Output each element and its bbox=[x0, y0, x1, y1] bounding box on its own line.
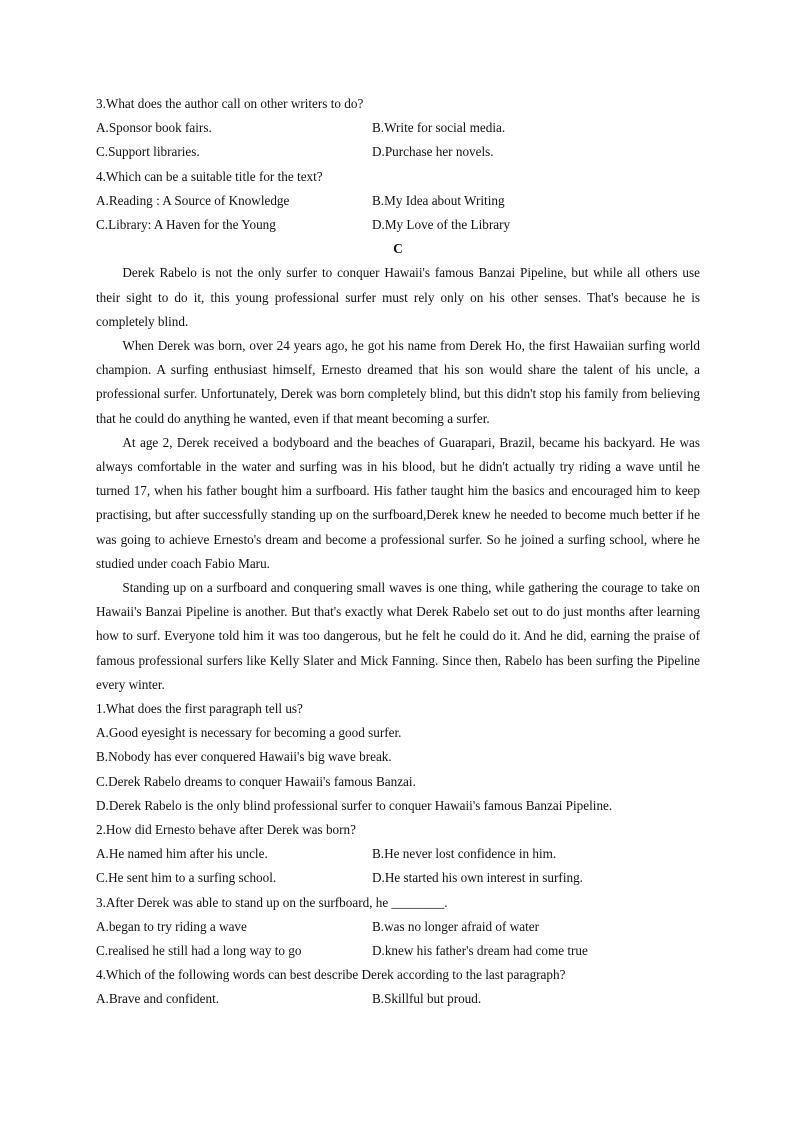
question-stem: 3.What does the author call on other writers to do? bbox=[96, 96, 364, 111]
option-b: B.He never lost confidence in him. bbox=[372, 846, 557, 862]
question-stem: 3.After Derek was able to stand up on the surfboard, he ________. bbox=[96, 894, 448, 910]
option-c: C.Support libraries. bbox=[96, 144, 200, 160]
option-a: A.Reading : A Source of Knowledge bbox=[96, 192, 290, 208]
option-b: B.Skillful but proud. bbox=[372, 991, 482, 1007]
option-d: D.My Love of the Library bbox=[372, 216, 511, 232]
question-stem: 2.How did Ernesto behave after Derek was born? bbox=[96, 822, 356, 838]
page-content bbox=[96, 92, 700, 1012]
option-a: A.He named him after his uncle. bbox=[96, 846, 268, 862]
option-c: C.Library: A Haven for the Young bbox=[96, 216, 276, 232]
option-c: C.Derek Rabelo dreams to conquer Hawaii's famous Banzai. bbox=[96, 773, 416, 789]
option-d: D.knew his father's dream had come true bbox=[372, 942, 588, 958]
option-b: B.Nobody has ever conquered Hawaii's big wave break. bbox=[96, 749, 392, 765]
option-a: A.Brave and confident. bbox=[96, 991, 220, 1007]
options-row bbox=[96, 116, 700, 140]
options-row bbox=[96, 987, 700, 1011]
question-stem: 1.What does the first paragraph tell us? bbox=[96, 701, 303, 716]
option-b: B.My Idea about Writing bbox=[372, 192, 505, 208]
option-d: D.Purchase her novels. bbox=[372, 144, 494, 160]
option-b: B.was no longer afraid of water bbox=[372, 918, 539, 934]
passage-paragraph: Derek Rabelo is not the only surfer to conquer Hawaii's famous Banzai Pipeline, but while all others use their sight to do it, this young professional surfer must rely only on his other senses. That's because he is completely blind. bbox=[96, 265, 700, 329]
passage-paragraph: At age 2, Derek received a bodyboard and the beaches of Guarapari, Brazil, became his backyard. He was always comfortable in the water and surfing was in his blood, but he didn't actually try riding a wave until he turned 17, when his father bought him a surfboard. His father taught him the basics and encouraged him to keep practising, but after successfully standing up on the surfboard,Derek knew he needed to become much better if he was going to achieve Ernesto's dream and become a professional surfer. So he joined a surfing school, where he studied under coach Fabio Maru. bbox=[96, 434, 700, 571]
options-row bbox=[96, 140, 700, 164]
passage-paragraph: When Derek was born, over 24 years ago, he got his name from Derek Ho, the first Hawaiian surfing world champion. A surfing enthusiast himself, Ernesto dreamed that his son would share the talent of his uncle, a professional surfer. Unfortunately, Derek was born completely blind, but this didn't stop his family from believing that he could do anything he wanted, even if that meant becoming a surfer. bbox=[96, 337, 700, 426]
section-heading: C bbox=[393, 241, 403, 257]
options-row bbox=[96, 866, 700, 890]
options-row bbox=[96, 842, 700, 866]
options-row bbox=[96, 189, 700, 213]
options-row bbox=[96, 915, 700, 939]
option-c: C.realised he still had a long way to go bbox=[96, 942, 302, 958]
option-b: B.Write for social media. bbox=[372, 120, 506, 136]
option-a: A.began to try riding a wave bbox=[96, 918, 247, 934]
options-row bbox=[96, 213, 700, 237]
option-d: D.Derek Rabelo is the only blind professional surfer to conquer Hawaii's famous Banzai Pipeline. bbox=[96, 797, 613, 813]
passage-paragraph: Standing up on a surfboard and conquering small waves is one thing, while gathering the courage to take on Hawaii's Banzai Pipeline is another. But that's exactly what Derek Rabelo set out to do just months after learning how to surf. Everyone told him it was too dangerous, but he felt he could do it. And he did, earning the praise of famous professional surfers like Kelly Slater and Mick Fanning. Since then, Rabelo has been surfing the Pipeline every winter. bbox=[96, 579, 700, 692]
options-row bbox=[96, 939, 700, 963]
question-stem: 4.Which of the following words can best describe Derek according to the last paragraph? bbox=[96, 967, 566, 983]
question-stem: 4.Which can be a suitable title for the text? bbox=[96, 168, 323, 184]
option-a: A.Sponsor book fairs. bbox=[96, 120, 212, 136]
option-d: D.He started his own interest in surfing. bbox=[372, 870, 583, 886]
option-c: C.He sent him to a surfing school. bbox=[96, 870, 277, 886]
option-a: A.Good eyesight is necessary for becoming a good surfer. bbox=[96, 725, 402, 741]
